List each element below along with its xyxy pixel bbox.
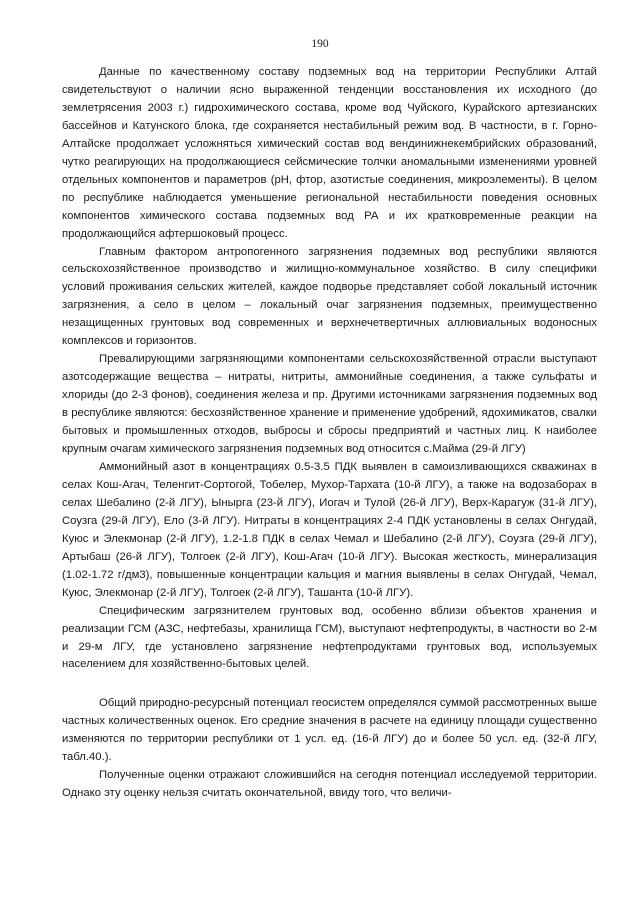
body-text bbox=[62, 64, 597, 803]
paragraph-petroleum-products: Специфическим загрязнителем грунтовых вод, особенно вблизи объектов хранения и реализации ГСМ (АЗС, нефтебазы, хранилища ГСМ), выступают нефтепродукты, в частности во 2-м и 29-м ЛГУ, где установлено загрязнение нефтепродуктами грунтовых вод, используемых населением для хозяйственно-бытовых целей. bbox=[62, 604, 597, 671]
paragraph-agricultural-pollutants: Превалирующими загрязняющими компонентами сельскохозяйственной отрасли выступают азотсодержащие вещества – нитраты, нитриты, аммонийные соединения, а также сульфаты и хлориды (до 2-3 фонов), соединения железа и пр. Другими источниками загрязнения подземных вод в республике являются: бесхозяйственное хранение и применение удобрений, ядохимикатов, свалки бытовых и промышленных отходов, выбросы и сбросы предприятий и частных лиц. К наиболее крупным очагам химического загрязнения подземных вод относится с.Майма (29-й ЛГУ) bbox=[62, 353, 597, 456]
paragraph-resource-potential: Общий природно-ресурсный потенциал геосистем определялся суммой рассмотренных выше частных количественных оценок. Его средние значения в расчете на единицу площади существенно изменяются по территории республики от 1 усл. ед. (16-й ЛГУ) до и более 50 усл. ед. (32-й ЛГУ, табл.40.). bbox=[62, 697, 597, 764]
page-number: 190 bbox=[311, 38, 329, 50]
paragraph-ammonium-nitrates: Аммонийный азот в концентрациях 0.5-3.5 ПДК выявлен в самоизливающихся скважинах в селах Кош-Агач, Теленгит-Сортогой, Тобелер, Мухор-Тархата (10-й ЛГУ), а также на водозаборах в селах Шебалино (2-й ЛГУ), Ыныргa (23-й ЛГУ), Иогач и Тулой (26-й ЛГУ), Верх-Карагуж (31-й ЛГУ), Соузга (29-й ЛГУ), Ело (3-й ЛГУ). Нитраты в концентрациях 2-4 ПДК установлены в селах Онгудай, Куюс и Элекмонар (2-й ЛГУ), 1.2-1.8 ПДК в селах Чемал и Шебалино (2-й ЛГУ), Соузга (29-й ЛГУ), Артыбаш (26-й ЛГУ), Толгоек (2-й ЛГУ), Кош-Агач (10-й ЛГУ). Высокая жесткость, минерализация (1.02-1.72 г/дм3), повышенные концентрации кальция и магния выявлены в селах Онгудай, Чемал, Куюс, Элекмонар (2-й ЛГУ), Толгоек (2-й ЛГУ), Ташанта (10-й ЛГУ). bbox=[62, 460, 597, 599]
paragraph-groundwater-composition: Данные по качественному составу подземных вод на территории Республики Алтай свидетельствуют о наличии ясно выраженной тенденции восстановления их исходного (до землетрясения 2003 г.) гидрохимического состава, кроме вод Чуйского, Курайского артезианских бассейнов и Катунского блока, где сохраняется нестабильный режим вод. В частности, в г. Горно-Алтайске продолжает усложняться химический состав вод вендинижнекембрийских образований, чутко реагирующих на продолжающиеся сейсмические толчки аномальными изменениями уровней отдельных компонентов и параметров (рН, фтор, азотистые соединения, микроэлементы). В целом по республике наблюдается уменьшение региональной нестабильности поведения основных компонентов химического состава подземных вод РА и их кратковременные реакции на продолжающийся афтершоковый процесс. bbox=[62, 66, 597, 240]
paragraph-evaluation-results: Полученные оценки отражают сложившийся на сегодня потенциал исследуемой территории. Однако эту оценку нельзя считать окончательной, ввиду того, что величи- bbox=[62, 769, 597, 800]
paragraph-anthropogenic-pollution: Главным фактором антропогенного загрязнения подземных вод республики являются сельскохозяйственное производство и жилищно-коммунальное хозяйство. В силу специфики условий проживания сельских жителей, каждое подворье представляет собой локальный источник загрязнения, а село в целом – локальный очаг загрязнения подземных, преимущественно незащищенных грунтовых вод современных и верхнечетвертичных аллювиальных водоносных комплексов и горизонтов. bbox=[62, 245, 597, 348]
